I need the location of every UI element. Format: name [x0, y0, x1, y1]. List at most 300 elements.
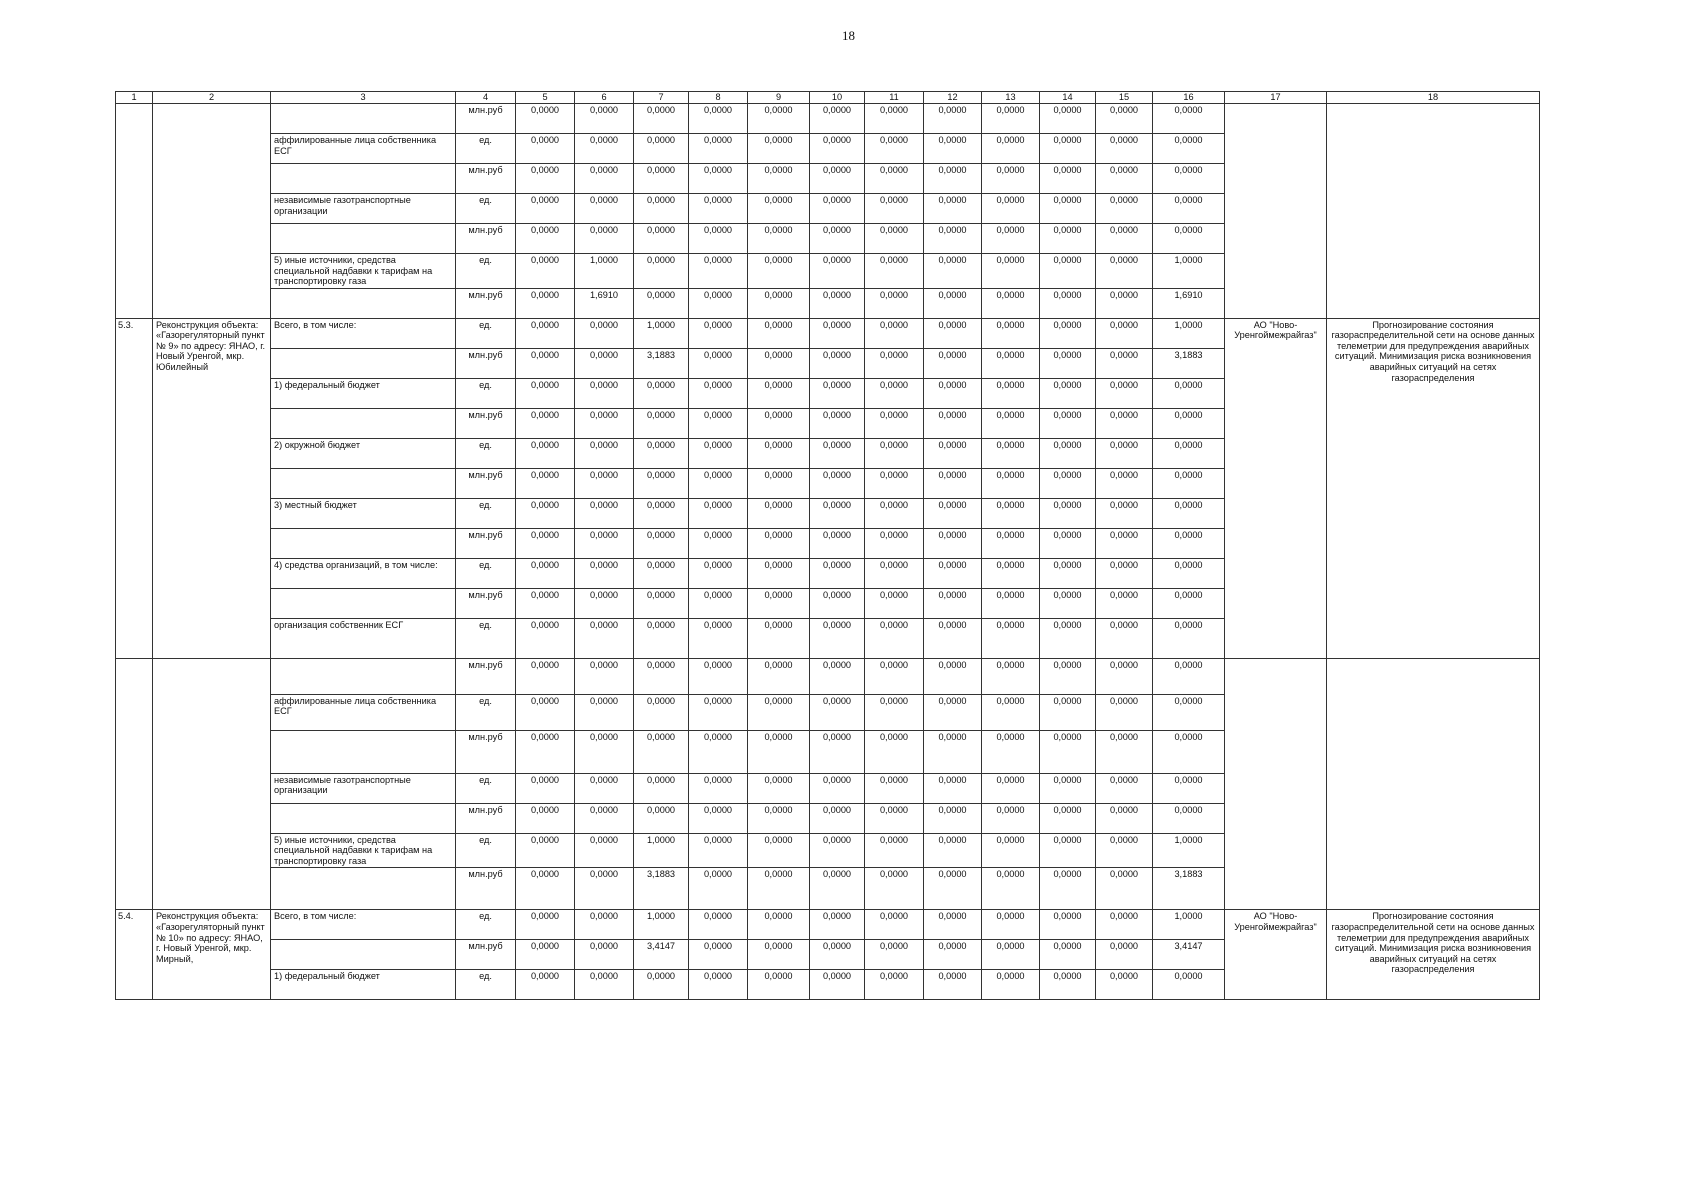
value-cell: 0,0000 [982, 104, 1040, 134]
value-cell: 0,0000 [865, 498, 924, 528]
column-number-cell: 9 [748, 92, 810, 104]
value-cell: 0,0000 [634, 164, 689, 194]
value-cell: 0,0000 [865, 408, 924, 438]
value-cell: 0,0000 [575, 588, 634, 618]
value-cell: 0,0000 [982, 528, 1040, 558]
value-cell: 0,0000 [865, 558, 924, 588]
value-cell: 0,0000 [689, 833, 748, 868]
value-cell: 0,0000 [1153, 773, 1225, 803]
value-cell: 0,0000 [689, 348, 748, 378]
column-number-cell: 13 [982, 92, 1040, 104]
item-number-cell: 5.3. [116, 318, 153, 658]
value-cell: 0,0000 [1096, 694, 1153, 730]
column-number-cell: 12 [924, 92, 982, 104]
value-cell: 0,0000 [516, 438, 575, 468]
investment-program-table [115, 91, 1540, 1000]
value-cell: 0,0000 [1153, 468, 1225, 498]
value-cell: 0,0000 [924, 658, 982, 694]
value-cell: 3,1883 [634, 348, 689, 378]
value-cell: 0,0000 [1096, 803, 1153, 833]
value-cell: 0,0000 [516, 730, 575, 773]
value-cell: 0,0000 [748, 730, 810, 773]
value-cell: 0,0000 [1096, 104, 1153, 134]
value-cell: 0,0000 [1153, 558, 1225, 588]
value-cell: 0,0000 [1153, 408, 1225, 438]
value-cell: 0,0000 [865, 134, 924, 164]
unit-cell: ед. [456, 910, 516, 940]
item-number-cell [116, 104, 153, 319]
value-cell: 0,0000 [982, 658, 1040, 694]
value-cell: 0,0000 [575, 618, 634, 658]
unit-cell: млн.руб [456, 868, 516, 910]
value-cell: 0,0000 [810, 970, 865, 1000]
value-cell: 0,0000 [575, 558, 634, 588]
value-cell: 0,0000 [982, 910, 1040, 940]
value-cell: 0,0000 [1096, 730, 1153, 773]
value-cell: 0,0000 [748, 318, 810, 348]
value-cell: 0,0000 [1153, 588, 1225, 618]
value-cell: 0,0000 [634, 694, 689, 730]
value-cell: 0,0000 [1096, 868, 1153, 910]
column-number-cell: 11 [865, 92, 924, 104]
value-cell: 0,0000 [748, 658, 810, 694]
funding-source-cell [271, 730, 456, 773]
value-cell: 0,0000 [634, 104, 689, 134]
value-cell: 0,0000 [1153, 803, 1225, 833]
value-cell: 0,0000 [634, 224, 689, 254]
purpose-cell [1327, 658, 1540, 910]
value-cell: 0,0000 [748, 134, 810, 164]
object-name-cell: Реконструкция объекта: «Газорегуляторный пункт № 9» по адресу: ЯНАО, г. Новый Уренгой, мкр. Юбилейный [153, 318, 271, 658]
value-cell: 0,0000 [810, 164, 865, 194]
value-cell: 0,0000 [575, 940, 634, 970]
value-cell: 0,0000 [516, 970, 575, 1000]
value-cell: 0,0000 [634, 194, 689, 224]
value-cell: 0,0000 [865, 438, 924, 468]
value-cell: 0,0000 [689, 224, 748, 254]
value-cell: 0,0000 [865, 868, 924, 910]
value-cell: 0,0000 [1153, 730, 1225, 773]
column-number-cell: 16 [1153, 92, 1225, 104]
value-cell: 0,0000 [516, 468, 575, 498]
value-cell: 0,0000 [634, 730, 689, 773]
value-cell: 0,0000 [810, 730, 865, 773]
value-cell: 0,0000 [575, 134, 634, 164]
value-cell: 0,0000 [689, 618, 748, 658]
funding-source-cell [271, 803, 456, 833]
value-cell: 0,0000 [516, 134, 575, 164]
value-cell: 0,0000 [810, 588, 865, 618]
value-cell: 0,0000 [1096, 164, 1153, 194]
funding-source-cell: 1) федеральный бюджет [271, 378, 456, 408]
value-cell: 0,0000 [1096, 348, 1153, 378]
value-cell: 0,0000 [924, 134, 982, 164]
value-cell: 0,0000 [810, 104, 865, 134]
value-cell: 0,0000 [748, 378, 810, 408]
value-cell: 0,0000 [634, 588, 689, 618]
value-cell: 0,0000 [516, 694, 575, 730]
value-cell: 0,0000 [924, 468, 982, 498]
value-cell: 0,0000 [1040, 803, 1096, 833]
value-cell: 0,0000 [982, 940, 1040, 970]
value-cell: 0,0000 [982, 318, 1040, 348]
column-number-cell: 7 [634, 92, 689, 104]
value-cell: 0,0000 [575, 408, 634, 438]
value-cell: 0,0000 [516, 940, 575, 970]
value-cell: 1,0000 [634, 318, 689, 348]
value-cell: 0,0000 [1040, 773, 1096, 803]
value-cell: 0,0000 [1096, 528, 1153, 558]
value-cell: 0,0000 [748, 773, 810, 803]
value-cell: 0,0000 [516, 833, 575, 868]
table-row [116, 318, 1540, 348]
funding-source-cell [271, 224, 456, 254]
value-cell: 0,0000 [810, 658, 865, 694]
value-cell: 0,0000 [924, 694, 982, 730]
purpose-cell [1327, 104, 1540, 319]
value-cell: 0,0000 [810, 348, 865, 378]
value-cell: 0,0000 [748, 498, 810, 528]
value-cell: 0,0000 [924, 868, 982, 910]
value-cell: 0,0000 [516, 378, 575, 408]
value-cell: 0,0000 [748, 833, 810, 868]
funding-source-cell: 4) средства организаций, в том числе: [271, 558, 456, 588]
value-cell: 0,0000 [865, 730, 924, 773]
column-number-cell: 6 [575, 92, 634, 104]
funding-source-cell: Всего, в том числе: [271, 910, 456, 940]
table-row [116, 104, 1540, 134]
value-cell: 0,0000 [516, 194, 575, 224]
value-cell: 0,0000 [689, 194, 748, 224]
value-cell: 0,0000 [689, 134, 748, 164]
value-cell: 0,0000 [1040, 498, 1096, 528]
value-cell: 0,0000 [1096, 254, 1153, 289]
value-cell: 0,0000 [516, 658, 575, 694]
value-cell: 0,0000 [634, 254, 689, 289]
value-cell: 0,0000 [516, 288, 575, 318]
value-cell: 0,0000 [516, 164, 575, 194]
value-cell: 0,0000 [1040, 378, 1096, 408]
funding-source-cell: аффилированные лица собственника ЕСГ [271, 134, 456, 164]
value-cell: 0,0000 [575, 104, 634, 134]
value-cell: 0,0000 [1040, 468, 1096, 498]
value-cell: 0,0000 [982, 773, 1040, 803]
value-cell: 0,0000 [1040, 134, 1096, 164]
value-cell: 0,0000 [982, 254, 1040, 289]
value-cell: 0,0000 [689, 773, 748, 803]
value-cell: 0,0000 [748, 588, 810, 618]
value-cell: 0,0000 [1040, 438, 1096, 468]
value-cell: 0,0000 [810, 134, 865, 164]
unit-cell: ед. [456, 773, 516, 803]
value-cell: 0,0000 [1096, 318, 1153, 348]
value-cell: 0,0000 [689, 910, 748, 940]
value-cell: 0,0000 [516, 254, 575, 289]
value-cell: 0,0000 [924, 618, 982, 658]
value-cell: 0,0000 [982, 498, 1040, 528]
value-cell: 0,0000 [1153, 104, 1225, 134]
value-cell: 0,0000 [982, 438, 1040, 468]
value-cell: 0,0000 [924, 558, 982, 588]
value-cell: 0,0000 [689, 730, 748, 773]
funding-source-cell: 5) иные источники, средства специальной надбавки к тарифам на транспортировку газа [271, 833, 456, 868]
unit-cell: млн.руб [456, 588, 516, 618]
value-cell: 0,0000 [1096, 618, 1153, 658]
value-cell: 0,0000 [689, 970, 748, 1000]
value-cell: 0,0000 [1040, 224, 1096, 254]
table-row [116, 658, 1540, 694]
value-cell: 0,0000 [689, 254, 748, 289]
funding-source-cell [271, 940, 456, 970]
value-cell: 1,0000 [1153, 318, 1225, 348]
value-cell: 0,0000 [689, 498, 748, 528]
value-cell: 0,0000 [810, 438, 865, 468]
value-cell: 0,0000 [982, 224, 1040, 254]
funding-source-cell: 3) местный бюджет [271, 498, 456, 528]
value-cell: 0,0000 [634, 438, 689, 468]
unit-cell: млн.руб [456, 730, 516, 773]
value-cell: 0,0000 [689, 468, 748, 498]
executor-cell [1225, 658, 1327, 910]
funding-source-cell: независимые газотранспортные организации [271, 194, 456, 224]
value-cell: 0,0000 [982, 730, 1040, 773]
value-cell: 0,0000 [1040, 528, 1096, 558]
value-cell: 0,0000 [810, 833, 865, 868]
column-number-cell: 10 [810, 92, 865, 104]
value-cell: 0,0000 [748, 408, 810, 438]
unit-cell: млн.руб [456, 803, 516, 833]
value-cell: 0,0000 [924, 224, 982, 254]
funding-source-cell [271, 868, 456, 910]
value-cell: 0,0000 [689, 558, 748, 588]
value-cell: 0,0000 [1096, 468, 1153, 498]
value-cell: 0,0000 [865, 618, 924, 658]
value-cell: 0,0000 [1040, 164, 1096, 194]
value-cell: 1,0000 [634, 910, 689, 940]
value-cell: 0,0000 [1096, 134, 1153, 164]
value-cell: 0,0000 [1040, 658, 1096, 694]
value-cell: 0,0000 [634, 498, 689, 528]
value-cell: 0,0000 [689, 588, 748, 618]
value-cell: 0,0000 [810, 558, 865, 588]
value-cell: 0,0000 [575, 318, 634, 348]
value-cell: 1,0000 [634, 833, 689, 868]
value-cell: 0,0000 [634, 134, 689, 164]
value-cell: 0,0000 [516, 348, 575, 378]
value-cell: 0,0000 [1040, 730, 1096, 773]
value-cell: 0,0000 [982, 468, 1040, 498]
value-cell: 0,0000 [575, 348, 634, 378]
value-cell: 0,0000 [1096, 773, 1153, 803]
unit-cell: ед. [456, 134, 516, 164]
value-cell: 0,0000 [810, 194, 865, 224]
value-cell: 0,0000 [1096, 224, 1153, 254]
value-cell: 0,0000 [1153, 134, 1225, 164]
value-cell: 0,0000 [865, 194, 924, 224]
unit-cell: ед. [456, 318, 516, 348]
value-cell: 0,0000 [1040, 318, 1096, 348]
value-cell: 0,0000 [748, 438, 810, 468]
value-cell: 0,0000 [924, 318, 982, 348]
value-cell: 1,0000 [1153, 833, 1225, 868]
value-cell: 0,0000 [982, 868, 1040, 910]
column-number-cell: 14 [1040, 92, 1096, 104]
value-cell: 0,0000 [575, 910, 634, 940]
value-cell: 0,0000 [1096, 194, 1153, 224]
value-cell: 0,0000 [575, 438, 634, 468]
value-cell: 0,0000 [748, 970, 810, 1000]
value-cell: 0,0000 [1040, 104, 1096, 134]
table-row [116, 910, 1540, 940]
value-cell: 0,0000 [865, 773, 924, 803]
value-cell: 0,0000 [865, 910, 924, 940]
value-cell: 0,0000 [1153, 498, 1225, 528]
value-cell: 0,0000 [634, 408, 689, 438]
value-cell: 1,0000 [575, 254, 634, 289]
value-cell: 0,0000 [810, 318, 865, 348]
value-cell: 0,0000 [865, 940, 924, 970]
value-cell: 0,0000 [924, 940, 982, 970]
value-cell: 0,0000 [689, 868, 748, 910]
value-cell: 0,0000 [1153, 658, 1225, 694]
value-cell: 0,0000 [982, 164, 1040, 194]
value-cell: 0,0000 [748, 164, 810, 194]
value-cell: 0,0000 [516, 224, 575, 254]
column-number-cell: 18 [1327, 92, 1540, 104]
funding-source-cell [271, 658, 456, 694]
value-cell: 0,0000 [575, 378, 634, 408]
value-cell: 0,0000 [1153, 618, 1225, 658]
value-cell: 0,0000 [810, 288, 865, 318]
funding-source-cell [271, 588, 456, 618]
value-cell: 0,0000 [865, 318, 924, 348]
column-number-row [116, 92, 1540, 104]
value-cell: 0,0000 [1040, 408, 1096, 438]
value-cell: 0,0000 [1153, 164, 1225, 194]
value-cell: 0,0000 [748, 528, 810, 558]
unit-cell: ед. [456, 970, 516, 1000]
value-cell: 0,0000 [1153, 438, 1225, 468]
value-cell: 0,0000 [748, 868, 810, 910]
value-cell: 0,0000 [1096, 288, 1153, 318]
value-cell: 0,0000 [575, 498, 634, 528]
item-number-cell: 5.4. [116, 910, 153, 1000]
value-cell: 0,0000 [575, 970, 634, 1000]
value-cell: 0,0000 [575, 528, 634, 558]
value-cell: 0,0000 [575, 658, 634, 694]
unit-cell: млн.руб [456, 658, 516, 694]
value-cell: 0,0000 [689, 104, 748, 134]
value-cell: 0,0000 [748, 468, 810, 498]
value-cell: 0,0000 [865, 164, 924, 194]
value-cell: 0,0000 [810, 528, 865, 558]
value-cell: 1,6910 [1153, 288, 1225, 318]
funding-source-cell: аффилированные лица собственника ЕСГ [271, 694, 456, 730]
value-cell: 0,0000 [1040, 254, 1096, 289]
column-number-cell: 8 [689, 92, 748, 104]
value-cell: 0,0000 [982, 408, 1040, 438]
value-cell: 0,0000 [865, 588, 924, 618]
value-cell: 0,0000 [982, 588, 1040, 618]
value-cell: 0,0000 [1040, 868, 1096, 910]
value-cell: 0,0000 [634, 803, 689, 833]
value-cell: 0,0000 [924, 438, 982, 468]
value-cell: 0,0000 [516, 773, 575, 803]
value-cell: 0,0000 [982, 194, 1040, 224]
value-cell: 0,0000 [924, 528, 982, 558]
unit-cell: ед. [456, 498, 516, 528]
value-cell: 0,0000 [1096, 588, 1153, 618]
value-cell: 0,0000 [689, 318, 748, 348]
value-cell: 0,0000 [516, 318, 575, 348]
value-cell: 0,0000 [634, 658, 689, 694]
value-cell: 0,0000 [1096, 558, 1153, 588]
value-cell: 0,0000 [689, 940, 748, 970]
value-cell: 0,0000 [982, 833, 1040, 868]
value-cell: 0,0000 [924, 408, 982, 438]
value-cell: 0,0000 [575, 803, 634, 833]
value-cell: 0,0000 [1096, 833, 1153, 868]
funding-source-cell [271, 408, 456, 438]
value-cell: 0,0000 [634, 618, 689, 658]
column-number-cell: 15 [1096, 92, 1153, 104]
value-cell: 0,0000 [575, 730, 634, 773]
column-number-cell: 3 [271, 92, 456, 104]
value-cell: 0,0000 [810, 803, 865, 833]
funding-source-cell [271, 164, 456, 194]
value-cell: 0,0000 [1040, 558, 1096, 588]
unit-cell: ед. [456, 833, 516, 868]
value-cell: 0,0000 [689, 408, 748, 438]
unit-cell: ед. [456, 378, 516, 408]
value-cell: 0,0000 [865, 288, 924, 318]
object-name-cell [153, 658, 271, 910]
value-cell: 0,0000 [1040, 194, 1096, 224]
value-cell: 0,0000 [865, 694, 924, 730]
value-cell: 0,0000 [748, 618, 810, 658]
value-cell: 0,0000 [1040, 618, 1096, 658]
unit-cell: ед. [456, 438, 516, 468]
value-cell: 0,0000 [516, 498, 575, 528]
value-cell: 0,0000 [575, 194, 634, 224]
value-cell: 1,0000 [1153, 910, 1225, 940]
value-cell: 0,0000 [575, 224, 634, 254]
value-cell: 0,0000 [1096, 910, 1153, 940]
value-cell: 0,0000 [865, 104, 924, 134]
value-cell: 0,0000 [924, 588, 982, 618]
value-cell: 0,0000 [924, 970, 982, 1000]
value-cell: 0,0000 [810, 254, 865, 289]
value-cell: 0,0000 [689, 528, 748, 558]
value-cell: 0,0000 [982, 970, 1040, 1000]
value-cell: 0,0000 [689, 164, 748, 194]
unit-cell: млн.руб [456, 348, 516, 378]
value-cell: 0,0000 [924, 288, 982, 318]
column-number-cell: 4 [456, 92, 516, 104]
value-cell: 0,0000 [634, 378, 689, 408]
unit-cell: млн.руб [456, 468, 516, 498]
value-cell: 3,1883 [1153, 868, 1225, 910]
value-cell: 0,0000 [1040, 833, 1096, 868]
executor-cell [1225, 104, 1327, 319]
executor-cell: АО "Ново-Уренгоймежрайгаз" [1225, 910, 1327, 1000]
value-cell: 0,0000 [1040, 910, 1096, 940]
value-cell: 0,0000 [1096, 378, 1153, 408]
value-cell: 0,0000 [1040, 588, 1096, 618]
value-cell: 0,0000 [982, 803, 1040, 833]
value-cell: 0,0000 [575, 773, 634, 803]
value-cell: 3,1883 [634, 868, 689, 910]
